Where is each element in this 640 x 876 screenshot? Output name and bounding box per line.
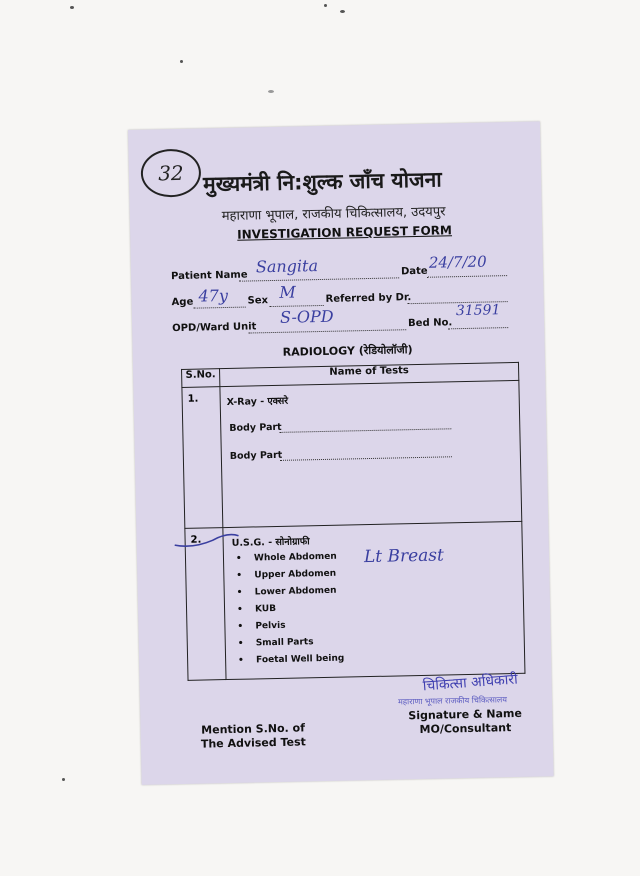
- signature-block: [408, 707, 522, 737]
- signature-line-2: MO/Consultant: [419, 721, 512, 737]
- xray-label: X-Ray - एक्सरे: [226, 395, 289, 408]
- sex-value[interactable]: M: [279, 282, 297, 302]
- scan-speck: [268, 90, 274, 93]
- officer-stamp: चिकित्सा अधिकारी: [422, 671, 519, 695]
- scheme-title: मुख्यमंत्री नि:शुल्क जाँच योजना: [202, 167, 442, 197]
- usg-item: • Foetal Well being: [256, 654, 344, 666]
- date-line: [427, 275, 507, 278]
- radiology-heading: RADIOLOGY (रेडियोलॉजी): [282, 343, 413, 359]
- opd-ward-label: OPD/Ward Unit: [172, 321, 257, 335]
- usg-item: • Pelvis: [255, 621, 285, 632]
- opd-ward-value[interactable]: S-OPD: [279, 306, 334, 327]
- circled-serial-number: 32: [140, 148, 201, 197]
- usg-item: • Upper Abdomen: [254, 569, 336, 581]
- age-value[interactable]: 47y: [198, 285, 229, 306]
- xray-body-part-label: Body Part: [229, 421, 282, 434]
- usg-handwritten-note: Lt Breast: [363, 545, 445, 568]
- age-line: [194, 307, 246, 309]
- signature-line-1: Signature & Name: [408, 706, 523, 723]
- xray-cell: [220, 380, 522, 527]
- patient-name-line: [239, 277, 399, 281]
- date-value[interactable]: 24/7/20: [428, 252, 487, 272]
- age-label: Age: [171, 296, 194, 309]
- mention-sno-note: [200, 721, 306, 751]
- usg-item: • KUB: [255, 604, 276, 614]
- sex-label: Sex: [247, 295, 269, 307]
- hospital-name: महाराणा भूपाल, राजकीय चिकित्सालय, उदयपुर: [221, 204, 446, 225]
- xray-body-part-line: [279, 428, 451, 433]
- col-test-name-header: Name of Tests: [220, 362, 519, 386]
- col-sno-header: S.No.: [182, 369, 220, 388]
- bed-no-value[interactable]: 31591: [455, 302, 501, 320]
- referred-by-label: Referred by Dr.: [325, 292, 412, 305]
- bed-no-label: Bed No.: [408, 317, 453, 330]
- investigation-form-sheet: [128, 121, 554, 784]
- usg-item: • Whole Abdomen: [254, 552, 337, 564]
- date-label: Date: [400, 265, 428, 278]
- scan-speck: [324, 4, 327, 7]
- form-title: INVESTIGATION REQUEST FORM: [237, 223, 453, 242]
- scan-speck: [62, 778, 65, 781]
- mention-line-2: The Advised Test: [200, 735, 306, 751]
- table-row: [182, 380, 522, 528]
- xray-body-part-line: [280, 456, 452, 461]
- patient-name-value[interactable]: Sangita: [255, 256, 319, 277]
- scan-speck: [180, 60, 183, 63]
- mention-line-1: Mention S.No. of: [201, 721, 306, 737]
- usg-item: • Small Parts: [256, 637, 314, 648]
- xray-body-part-label: Body Part: [229, 449, 283, 462]
- handwritten-tick-mark: [172, 526, 242, 551]
- patient-name-label: Patient Name: [170, 269, 248, 283]
- tests-table: [181, 362, 525, 681]
- scan-speck: [70, 6, 74, 9]
- officer-stamp-subtext: महाराणा भूपाल राजकीय चिकित्सालय: [397, 695, 508, 707]
- scan-speck: [340, 10, 345, 13]
- usg-cell: [223, 521, 525, 679]
- usg-label: U.S.G. - सोनोग्राफी: [231, 536, 310, 549]
- xray-sno: 1.: [182, 387, 223, 529]
- usg-sno: 2.: [185, 528, 226, 681]
- opd-ward-line: [248, 329, 406, 333]
- bed-no-line: [448, 327, 508, 329]
- usg-item: • Lower Abdomen: [255, 586, 337, 598]
